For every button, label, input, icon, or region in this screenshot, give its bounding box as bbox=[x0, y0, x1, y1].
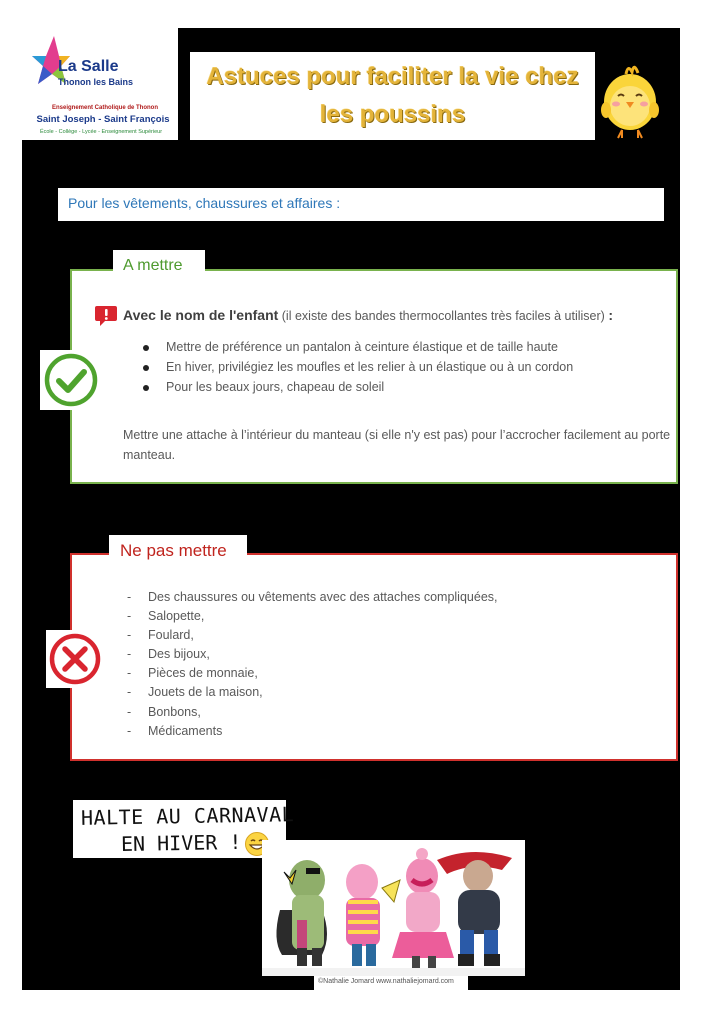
page-title-line1: Astuces pour faciliter la vie chez bbox=[206, 63, 579, 90]
do-bullet-item: En hiver, privilégiez les moufles et les relier à un élastique ou à un cordon bbox=[166, 360, 574, 374]
section-heading: Pour les vêtements, chaussures et affaires : bbox=[68, 195, 341, 211]
list-dash: - bbox=[127, 705, 132, 719]
check-tile bbox=[40, 350, 102, 410]
school-logo bbox=[22, 28, 178, 140]
name-instruction-note: (il existe des bandes thermocollantes très faciles à utiliser) bbox=[278, 309, 609, 323]
do-bullet-item: Pour les beaux jours, chapeau de soleil bbox=[166, 380, 385, 394]
chick-icon bbox=[598, 52, 662, 140]
alert-speech-icon bbox=[94, 303, 118, 327]
name-instruction bbox=[123, 307, 613, 323]
logo-levels: École - Collège - Lycée - Enseignement Supérieur bbox=[39, 129, 163, 135]
list-dash: - bbox=[127, 628, 132, 642]
handwritten-note bbox=[73, 800, 295, 858]
dont-list-item: Bonbons, bbox=[148, 705, 201, 719]
cross-circle-icon bbox=[46, 630, 104, 688]
logo-city: Thonon les Bains bbox=[58, 77, 134, 87]
do-bullet-item: Mettre de préférence un pantalon à ceinture élastique et de taille haute bbox=[166, 340, 558, 354]
logo-name: La Salle bbox=[58, 58, 119, 75]
coat-hook-paragraph: Mettre une attache à l’intérieur du manteau (si elle n'y est pas) pour l’accrocher facilement au porte manteau. bbox=[123, 428, 671, 462]
check-circle-icon bbox=[40, 350, 102, 410]
do-tab-label: A mettre bbox=[123, 257, 183, 274]
list-dash: - bbox=[127, 666, 132, 680]
handwritten-line1: HALTE AU CARNAVAL bbox=[80, 802, 295, 830]
dont-list-item: Des chaussures ou vêtements avec des attaches compliquées, bbox=[148, 590, 498, 604]
logo-network: Enseignement Catholique de Thonon bbox=[51, 105, 158, 111]
cross-tile bbox=[46, 630, 104, 688]
handwritten-line2: EN HIVER ! bbox=[120, 829, 242, 857]
section-heading-bar bbox=[58, 188, 664, 221]
logo-schools: Saint Joseph - Saint François bbox=[36, 114, 170, 125]
list-dash: - bbox=[127, 685, 132, 699]
illustration-credit bbox=[314, 976, 468, 990]
dont-list-item: Pièces de monnaie, bbox=[148, 666, 258, 680]
list-dash: - bbox=[127, 590, 132, 604]
list-dash: - bbox=[127, 647, 132, 661]
dont-list-item: Médicaments bbox=[148, 724, 223, 738]
name-instruction-colon: : bbox=[608, 307, 613, 323]
page-title-line2: les poussins bbox=[319, 101, 466, 128]
list-dash: - bbox=[127, 609, 132, 623]
dont-list-item: Des bijoux, bbox=[148, 647, 210, 661]
page-title bbox=[198, 58, 586, 134]
dont-list-item: Jouets de la maison, bbox=[148, 685, 263, 699]
do-tab bbox=[113, 250, 205, 278]
list-dash: - bbox=[127, 724, 132, 738]
illustration-credit-text: ©Nathalie Jomard www.nathaliejomard.com bbox=[318, 978, 454, 985]
dont-list-item: Salopette, bbox=[148, 609, 205, 623]
dont-tab-label: Ne pas mettre bbox=[120, 541, 227, 560]
title-box bbox=[190, 52, 595, 140]
bullet-dot bbox=[143, 365, 149, 371]
carnival-illustration bbox=[262, 840, 525, 976]
dont-tab bbox=[109, 535, 247, 565]
bullet-dot bbox=[143, 385, 149, 391]
name-instruction-strong: Avec le nom de l'enfant bbox=[123, 307, 279, 323]
bullet-dot bbox=[143, 345, 149, 351]
dont-list-item: Foulard, bbox=[148, 628, 194, 642]
